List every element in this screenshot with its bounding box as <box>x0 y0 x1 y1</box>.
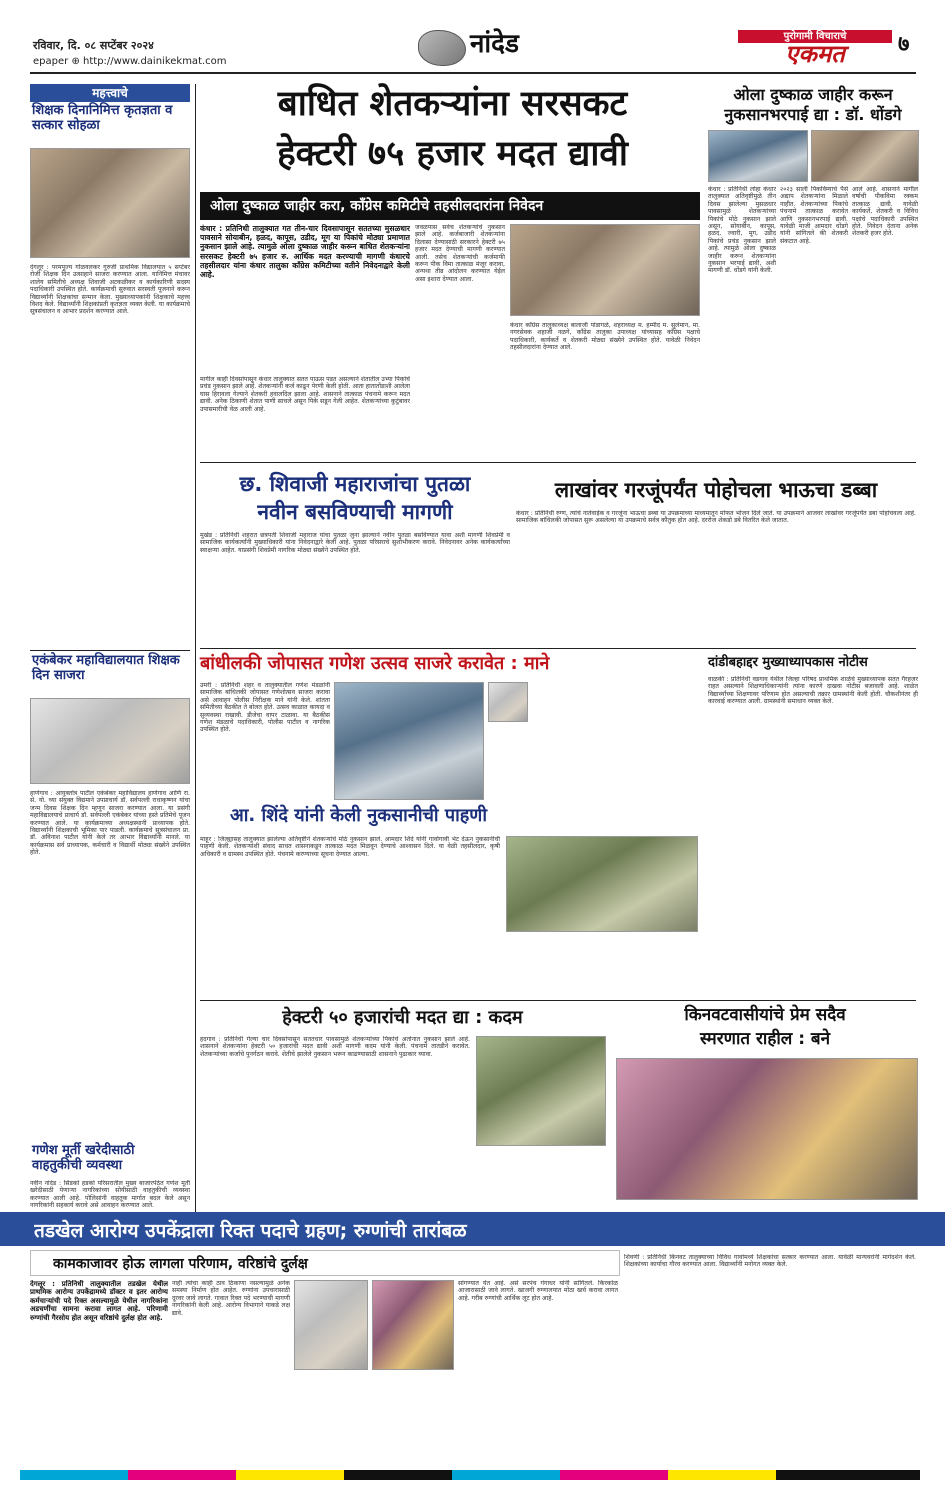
ekmat-logo <box>738 30 892 68</box>
sidebar-story2-title: एकंबेकर महाविद्यालयात शिक्षक दिन साजरा <box>32 653 180 683</box>
bane-photo <box>616 1058 918 1200</box>
topright-photo-right <box>811 130 919 182</box>
sidebar <box>30 84 190 1184</box>
sidebar-story3-title: गणेश मूर्ती खरेदीसाठी वाहतुकीची व्यवस्था <box>32 1143 135 1173</box>
bottom-subhead-box <box>30 1250 620 1276</box>
sidebar-story1-title: शिक्षक दिनानिमित्त कृतज्ञता व सत्कार सोहळा <box>32 103 173 133</box>
page-number: ७ <box>898 32 910 57</box>
bane-headline-line2: स्मरणात राहील : बने <box>699 1029 831 1049</box>
lead-photo <box>510 224 700 316</box>
ganesh-headline: बांधीलकी जोपासत गणेश उत्सव साजरे करावेत : माने <box>200 653 550 674</box>
logo-name: एकमत <box>785 40 845 68</box>
bottom-photo-1 <box>294 1280 368 1370</box>
sidebar-story2-body: हाणेगाव : आयुक्तोत्र पाटील एकंबेकर महाविद्यालय हाणेगाव आणि रा. से. यो. च्या संयुक्त विद्यमाने उपप्राचार्य डॉ. सर्वपल्ली राधाकृष्णन यांचा जन्म दिवस शिक्षक दिन म्हणून साजरा करण्यात आला. या प्रसंगी महाविद्यालयाचे प्राचार्य डॉ. सर्वपल्ली एकंबेकर यांच्या हस्ते प्रतिमेचे पूजन करण्यात आले. या कार्यक्रमाच्या अध्यक्षस्थानी प्राध्यापक होते. विद्यार्थ्यांनी शिक्षकाची भूमिका पार पाडली. कार्यक्रमाचे सूत्रसंचालन प्रा. डॉ. अविनाश पाटील यांनी केले तर आभार विद्यार्थ्यांनी मानले. या कार्यक्रमास सर्व प्राध्यापक, कर्मचारी व विद्यार्थी मोठ्या संख्येने उपस्थित होते. <box>30 790 190 857</box>
topright-headline-line1: ओला दुष्काळ जाहीर करून <box>733 85 893 104</box>
dandi-headline: दांडीबहाद्दर मुख्याध्यापकास नोटीस <box>708 655 868 670</box>
ganesh-photo <box>334 682 484 800</box>
lead-headline-line1: बाधित शेतकऱ्यांना सरसकट <box>277 84 628 124</box>
print-color-bar <box>20 1470 920 1480</box>
bottom-headline: तडखेल आरोग्य उपकेंद्राला रिक्त पदाचे ग्रहण; रुग्णांची तारांबळ <box>34 1220 467 1242</box>
bottom-col3: सांगण्यात येत आहे. असे सरपंच गंगाधर यांनी सांगितले. किरकोळ आजारासाठी जावे लागते. खाजगी रुग्णालयात मोठा खर्च करावा लागत आहे. गरीब रुग्णांची आर्थिक लूट होत आहे. <box>458 1280 618 1302</box>
ganesh-body: उमरी : प्रतिनिधी शहर व तालुक्यातील गणेश मंडळांनी सामाजिक बांधिलकी जोपासत गणेशोत्सव साजरा करावा असे आवाहन पोलीस निरीक्षक माने यांनी केले. शांतता समितीच्या बैठकीत ते बोलत होते. उत्सव काळात कायदा व सुव्यवस्था राखावी. डीजेचा वापर टाळावा. या बैठकीस गणेश मंडळाचे पदाधिकारी, पोलीस पाटील व नागरिक उपस्थित होते. <box>200 682 330 734</box>
bhau-body: कंधार : प्रतिनिधी रुग्ण, त्यांचे नातेवाईक व गरजूंना भाऊचा डब्बा या उपक्रमाच्या माध्यमातून मोफत भोजन दिले जाते. या उपक्रमाने आजवर लाखांवर गरजूंपर्यंत डबा पोहोचवला आहे. सामाजिक बांधिलकी जोपासत सुरू असलेल्या या उपक्रमाचे सर्वत्र कौतुक होत आहे. दररोज शेकडो डबे वितरित केले जातात. <box>516 510 916 525</box>
masthead <box>0 0 945 66</box>
shinde-headline: आ. शिंदे यांनी केली नुकसानीची पाहणी <box>230 805 487 826</box>
shivaji-body: मुखेड : प्रतिनिधी शहरात छत्रपती शिवाजी महाराज यांचा पुतळा जुना झाल्याने नवीन पुतळा बसविण्यात यावा अशी मागणी शिवप्रेमी व सामाजिक कार्यकर्त्यांनी मुख्याधिकारी यांना निवेदनाद्वारे केली आहे. पुतळा परिसराचे सुशोभीकरण करावे. निवेदनावर अनेक कार्यकर्त्यांच्या स्वाक्षऱ्या आहेत. याप्रसंगी शिवप्रेमी नागरिक मोठ्या संख्येने उपस्थित होते. <box>200 532 510 554</box>
kadam-body: हदगाव : प्रतिनिधी गेल्या चार दिवसांपासून सततधार पावसामुळे शेतकऱ्यांच्या पिकांचे अतोनात नुकसान झाले आहे. शासनाने शेतकऱ्यांना हेक्टरी ५० हजारांची मदत द्यावी अशी मागणी कदम यांनी केली. पंचनामे तातडीने करावेत. शेतकऱ्यांच्या कर्जाचे पुनर्गठन करावे. शेतीचे झालेले नुकसान भरून काढण्यासाठी शासनाने पुढाकार घ्यावा. <box>200 1036 470 1058</box>
row1-rule <box>200 462 916 463</box>
bane-headline-line1: किनवटवासीयांचे प्रेम सदैव <box>684 1005 846 1025</box>
logo-tagline: पुरोगामी विचाराचे <box>738 30 892 43</box>
sidebar-label: महत्त्वाचे <box>30 84 190 102</box>
shinde-body: माहूर : जिल्ह्यासह तालुक्यात झालेल्या अतिवृष्टीने शेतकऱ्यांचे मोठे नुकसान झाले. आमदार शिंदे यांनी गावोगावी भेट देऊन नुकसानीची पाहणी केली. शेतकऱ्यांशी संवाद साधत शासनाकडून तात्काळ मदत मिळवून देण्याचे आश्वासन दिले. या वेळी तहसीलदार, कृषी अधिकारी व ग्रामस्थ उपस्थित होते. पंचनामे करण्याच्या सूचना देण्यात आल्या. <box>200 836 500 858</box>
dandi-body: वाळकी : प्रतिनिधी वडगाव येथील जिल्हा परिषद प्राथमिक शाळेचे मुख्याध्यापक सतत गैरहजर राहत असल्याने शिक्षणाधिकाऱ्यांनी त्यांना कारणे दाखवा नोटीस बजावली आहे. शाळेत विद्यार्थ्यांच्या शिक्षणावर परिणाम होत असल्याची तक्रार ग्रामस्थांनी केली होती. चौकशीनंतर ही कारवाई करण्यात आली. ग्रामस्थांनी समाधान व्यक्त केले. <box>708 676 918 706</box>
topright-photo-left <box>708 130 808 182</box>
lead-headline-line2: हेक्टरी ७५ हजार मदत द्यावी <box>277 134 628 174</box>
lead-col3: जवळपास सर्वच शेतकऱ्यांचे नुकसान झाले आहे. कर्जबाजारी शेतकऱ्यांना दिलासा देण्यासाठी सरकारने हेक्टरी ७५ हजार मदत देण्याची मागणी करण्यात आली. तसेच शेतकऱ्यांची कर्जमाफी करून पीक विमा तात्काळ मंजूर करावा, अन्यथा तीव्र आंदोलन करण्यात येईल असा इशारा देण्यात आला. <box>415 224 505 283</box>
row2-rule <box>200 648 916 649</box>
shivaji-headline-line2: नवीन बसविण्याची मागणी <box>257 500 453 524</box>
globe-icon: ⊕ <box>71 56 80 67</box>
sidebar-divider <box>30 650 190 651</box>
edition-title: नांदेड <box>470 29 519 59</box>
topright-headline-line2: नुकसानभरपाई द्या : डॉ. धोंडगे <box>724 105 902 124</box>
kadam-headline: हेक्टरी ५० हजारांची मदत द्या : कदम <box>282 1007 523 1028</box>
bottom-photo-2 <box>372 1280 454 1370</box>
topright-col2: २०२३ साली पिकविम्याचे पैसे अद्याप शेतकऱ्यांना मिळाले नाहीत. शेतकऱ्यांच्या पिकांचे पंचनामे तात्काळ करावेत आणि नुकसानभरपाई द्यावी. यावेळी माजी आमदार धोंडगे यांनी सांगितले की शेतकरी संकटात आहे. <box>780 186 848 245</box>
bottom-col2: नाही त्यांचा काही ठाव ठिकाणा नसल्यामुळे अनेक समस्या निर्माण होत आहेत. रुग्णांना उपचारासाठी दूरवर जावे लागते. गावात रिक्त पदे भरण्याची मागणी नागरिकांनी केली आहे. आरोग्य विभागाने याकडे लक्ष द्यावे. <box>172 1280 290 1317</box>
kadam-photo <box>476 1036 606 1146</box>
lead-col4: कंधार काँग्रेस तालुकाध्यक्ष बालाजी पांडागळे, शहराध्यक्ष म. हम्मीद म. सुलेमान, मा. नगरसेवक शहाजी नळगे, काँग्रेस तालुका उपाध्यक्ष यांच्यासह काँग्रेस पक्षाचे पदाधिकारी, कार्यकर्ते व शेतकरी मोठ्या संख्येने उपस्थित होते. यावेळी निवेदन तहसीलदारांना देण्यात आले. <box>510 322 700 352</box>
shinde-photo <box>506 836 698 932</box>
sidebar-story2-photo <box>30 698 190 784</box>
bottom-intro: देगलूर : प्रतिनिधी तालुक्यातील तडखेल येथील प्राथमिक आरोग्य उपकेंद्रामध्ये डॉक्टर व इतर आरोग्य कर्मचाऱ्यांची पदे रिक्त असल्यामुळे येथील नागरिकांना अडचणींचा सामना करावा लागत आहे. परिणामी रुग्णांची गैरसोय होत असून वरिष्ठांचे दुर्लक्ष होत आहे. <box>30 1280 168 1322</box>
bottom-subhead: कामकाजावर होऊ लागला परिणाम, वरिष्ठांचे दुर्लक्ष <box>53 1256 308 1272</box>
sidebar-story1-photo <box>30 148 190 258</box>
sidebar-story1-body: देगलूर : परमपूज्य गोळवलकर गुरुजी प्राथमिक विद्यालयात ५ सप्टेंबर रोजी शिक्षक दिन उत्साहाने साजरा करण्यात आला. यानिमित्त मंचावर शालेय समितीचे अध्यक्ष शिवाजी अटकळीकर व कार्यकारिणी सदस्य पदाधिकारी उपस्थित होते. कार्यक्रमाची सुरुवात सरस्वती पूजनाने करून विद्यार्थ्यांनी शिक्षकांचा सन्मान केला. मुख्याध्यापकांनी शिक्षकाचे महत्त्व विशद केले. विद्यार्थ्यांनी शिक्षकांप्रती कृतज्ञता व्यक्त केली. या कार्यक्रमाचे सूत्रसंचालन व आभार प्रदर्शन करण्यात आले. <box>30 264 190 316</box>
masthead-rule <box>30 72 916 74</box>
lead-subhead: ओला दुष्काळ जाहीर करा, काँग्रेस कमिटीचे तहसीलदारांना निवेदन <box>210 198 544 214</box>
bhau-headline: लाखांवर गरजूंपर्यंत पोहोचला भाऊचा डब्बा <box>554 478 878 502</box>
epaper-link[interactable]: http://www.dainikekmat.com <box>83 56 227 67</box>
sidebar-story3-body: नवीन नांदेड : सिडको हडको परिसरातील मुख्य बाजारपेठेत गणेश मूर्ती खरेदीसाठी येणाऱ्या नागरिकांच्या सोयीसाठी वाहतुकीची व्यवस्था करण्यात आली आहे. पोलिसांनी वाहतूक मार्गात बदल केले असून नागरिकांनी सहकार्य करावे असे आवाहन करण्यात आले. <box>30 1180 190 1210</box>
sidebar-column-rule <box>195 84 196 1214</box>
shivaji-headline-line1: छ. शिवाजी महाराजांचा पुतळा <box>239 472 471 496</box>
lead-col2: मागील काही दिवसांपासून कंधार तालुक्यात सतत पाऊस पडत असल्याने शेतातील उभ्या पिकांचे प्रचंड नुकसान झाले आहे. शेतकऱ्यांनी कर्ज काढून पेरणी केली होती. आता हातातोंडाशी आलेला घास हिरावला गेल्याने शेतकरी हवालदिल झाला आहे. शासनाने तात्काळ पंचनामे करून मदत द्यावी. अनेक ठिकाणी शेतात पाणी साचले असून पिके सडून गेली आहेत. शेतकऱ्यांच्या कुटुंबावर उपासमारीची वेळ आली आहे. <box>200 376 410 413</box>
ganesh-photo-2 <box>488 682 528 722</box>
topright-col3: आले आहे. शासनाने मागील वर्षाची पीकविमा रक्कम तात्काळ द्यावी. यावेळी कार्यकर्ते, शेतकरी व विविध पक्षांचे पदाधिकारी उपस्थित होते. निवेदन देताना अनेक शेतकरी हजर होते. <box>852 186 918 238</box>
epaper-label: epaper <box>33 56 69 67</box>
topright-col1: कंधार : प्रतिनिधी लोहा कंधार तालुक्यात अतिवृष्टीमुळे तीन दिवस झालेल्या मुसळधार पावसामुळे शेतकऱ्यांच्या पिकांचे मोठे नुकसान झाले असून, सोयाबीन, कापूस, हळद, ज्वारी, मूग, उडीद पिकांचे प्रचंड नुकसान झाले आहे. त्यामुळे ओला दुष्काळ जाहीर करून शेतकऱ्यांना नुकसान भरपाई द्यावी, अशी मागणी डॉ. धोंडगे यांनी केली. <box>708 186 776 275</box>
epaper-line <box>33 56 227 67</box>
date-line: रविवार, दि. ०८ सप्टेंबर २०२४ <box>33 39 154 52</box>
lead-intro: कंधार : प्रतिनिधी तालुक्यात गत तीन-चार दिवसापासून सततच्या मुसळधार पावसाने सोयाबीन, हळद, कापूस, उडीद, मूग या पिकांचे मोठ्या प्रमाणात नुकसान झाले आहे. त्यामुळे ओला दुष्काळ जाहीर करून बाधित शेतकऱ्यांना सरसकट हेक्टरी ७५ हजार रु. आर्थिक मदत करण्याची मागणी कंधारचे तहसीलदार यांना कंधार तालुका काँग्रेस कमिटीच्या वतीने निवेदनाद्वारे केली आहे. <box>200 224 410 280</box>
row3-rule <box>200 1000 916 1001</box>
lead-subhead-bar <box>200 192 700 220</box>
bottom-col4: शिवणी : प्रतिनिधी किनवट तालुक्याच्या विविध गावांमध्ये शिक्षकांचा सत्कार करण्यात आला. यावेळी मान्यवरांनी मार्गदर्शन केले. शिक्षकांच्या कार्याचा गौरव करण्यात आला. विद्यार्थ्यांनी मनोगत व्यक्त केले. <box>624 1254 916 1269</box>
district-map-logo <box>418 30 466 66</box>
bottom-headline-bar <box>0 1212 945 1246</box>
